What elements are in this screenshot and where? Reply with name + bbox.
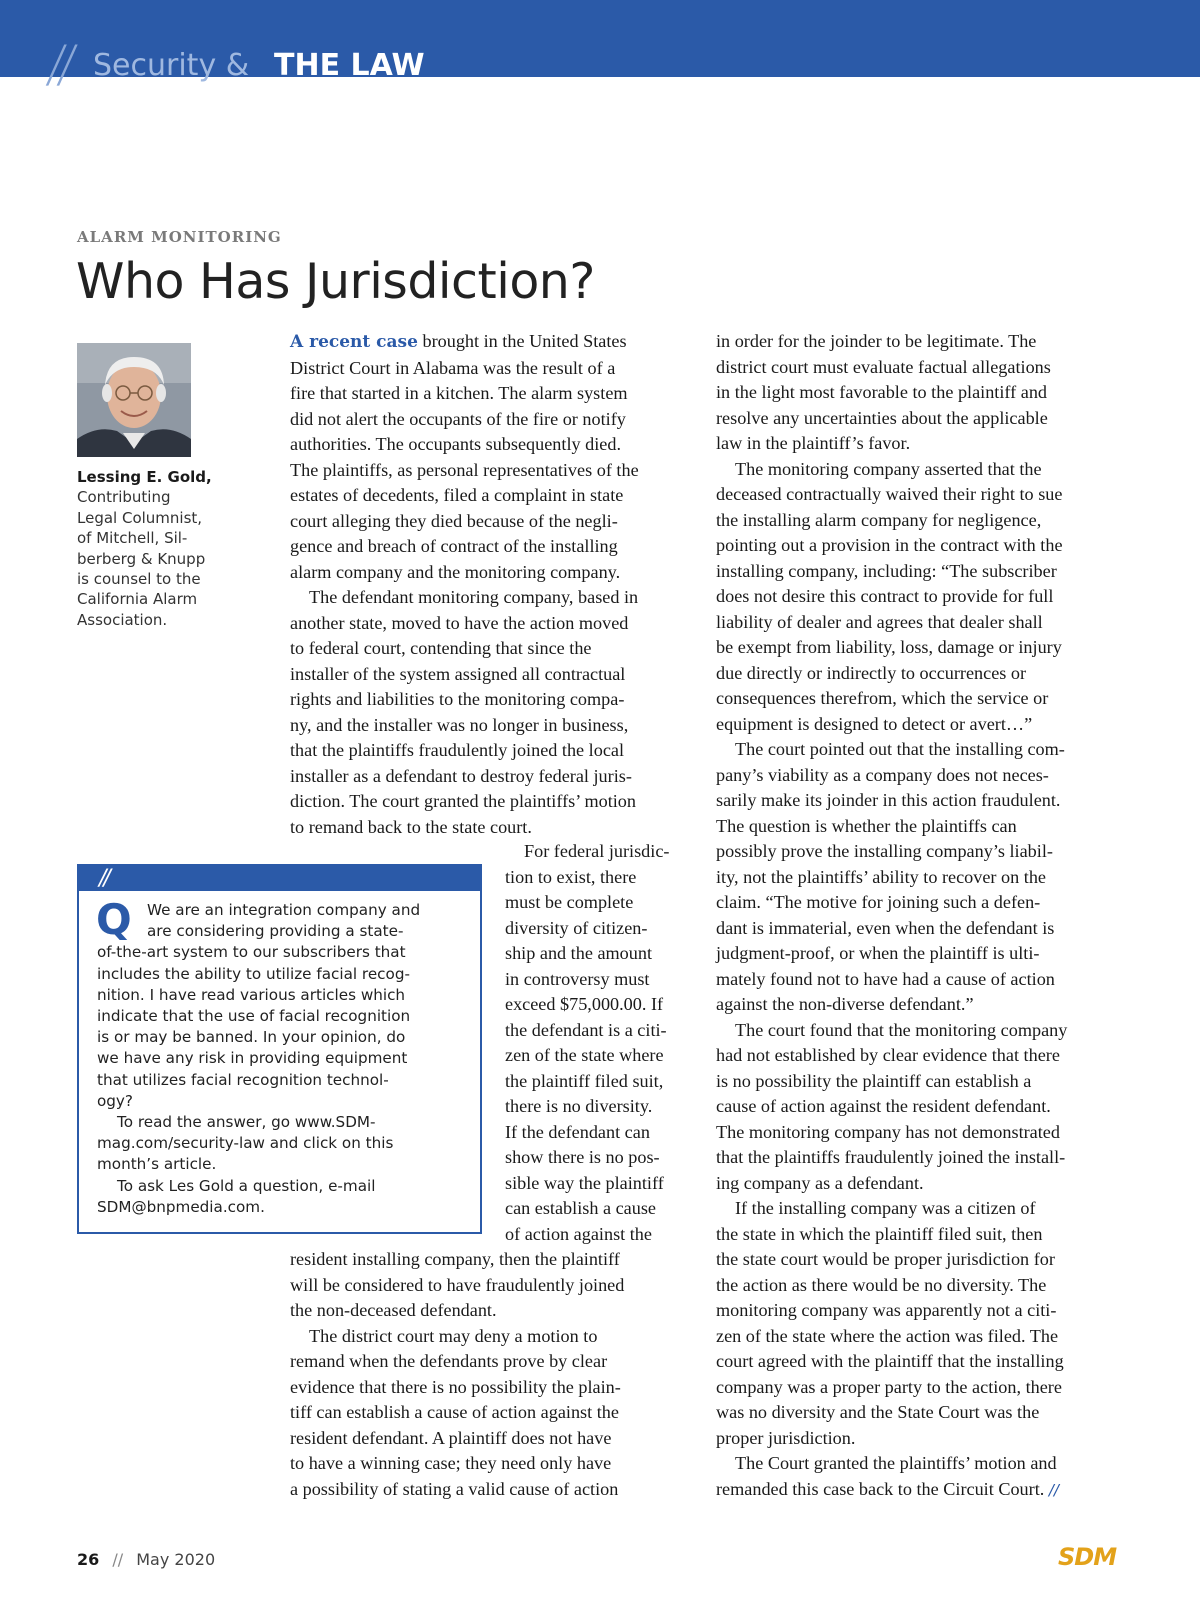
article-line-text: that the plaintiffs fraudulently joined the install- xyxy=(716,1147,1066,1167)
article-line-text: diction. The court granted the plaintiffs’ motion xyxy=(290,791,636,811)
article-line xyxy=(290,1426,624,1452)
brand-logo: SDM xyxy=(1058,1543,1117,1571)
article-line xyxy=(290,381,639,407)
qa-line: of-the-art system to our subscribers that xyxy=(97,943,406,962)
article-line xyxy=(505,865,669,891)
column-1-bottom xyxy=(290,1247,624,1502)
qa-line: are considering providing a state- xyxy=(147,922,404,941)
article-line xyxy=(716,1247,1067,1273)
qa-line: month’s article. xyxy=(97,1155,217,1174)
article-line-text: alarm company and the monitoring company. xyxy=(290,561,621,582)
article-line-text: in controversy must xyxy=(505,968,650,989)
qa-box-band xyxy=(79,866,480,891)
article-line xyxy=(716,1298,1067,1324)
issue-date: May 2020 xyxy=(136,1550,216,1569)
article-line-text: diversity of citizen- xyxy=(505,917,648,938)
article-line-text: The question is whether the plaintiffs can xyxy=(716,815,1017,836)
article-line-text: dant is immaterial, even when the defendant is xyxy=(716,917,1055,938)
author-bio-line: Legal Columnist, xyxy=(77,508,203,527)
article-line xyxy=(716,1043,1067,1069)
author-bio-line: of Mitchell, Sil- xyxy=(77,529,188,548)
article-line-text: to have a winning case; they need only have xyxy=(290,1453,612,1473)
page-folio xyxy=(77,1550,215,1569)
article-line-text: proper jurisdiction. xyxy=(716,1427,856,1448)
article-line-text: the defendant is a citi- xyxy=(505,1019,667,1040)
article-line-text: possibly prove the installing company’s liabil- xyxy=(716,841,1053,861)
article-line-text: of action against the xyxy=(505,1223,652,1244)
article-line xyxy=(716,763,1067,789)
qa-line: SDM@bnpmedia.com. xyxy=(97,1197,265,1216)
article-line-text: mately found not to have had a cause of action xyxy=(716,968,1055,989)
author-photo xyxy=(77,343,191,457)
article-line-text: authorities. The occupants subsequently died. xyxy=(290,434,622,454)
article-line-text: zen of the state where the action was filed. The xyxy=(716,1325,1059,1346)
header-kicker-bold: THE LAW xyxy=(274,48,425,83)
page-number: 26 xyxy=(77,1550,100,1569)
article-line xyxy=(505,1171,669,1197)
article-line-text: sible way the plaintiff xyxy=(505,1172,664,1193)
article-line xyxy=(716,890,1067,916)
author-byline xyxy=(77,467,257,630)
article-line-text: does not desire this contract to provide for full xyxy=(716,586,1054,606)
article-line-text: tiff can establish a cause of action against the xyxy=(290,1402,619,1422)
article-line xyxy=(716,967,1067,993)
qa-line: is or may be banned. In your opinion, do xyxy=(97,1028,406,1047)
header-kicker-light: Security & xyxy=(93,48,250,83)
article-line-text: had not established by clear evidence that there xyxy=(716,1045,1060,1065)
qa-line: nition. I have read various articles which xyxy=(97,985,406,1004)
article-line xyxy=(290,534,639,560)
reader-question-box xyxy=(77,864,482,1234)
article-line xyxy=(716,482,1067,508)
article-line xyxy=(505,1145,669,1171)
article-line xyxy=(505,916,669,942)
article-line-text: pointing out a provision in the contract with the xyxy=(716,535,1063,555)
article-line xyxy=(716,1018,1067,1044)
article-line-text: The defendant monitoring company, based in xyxy=(309,587,639,607)
author-name: Lessing E. Gold, xyxy=(77,468,212,486)
article-line-text: company was a proper party to the action, there xyxy=(716,1376,1062,1397)
article-line-text: tion to exist, there xyxy=(505,866,637,887)
article-line xyxy=(716,355,1067,381)
end-mark: // xyxy=(1048,1480,1059,1499)
article-line-text: court alleging they died because of the negli- xyxy=(290,510,618,531)
article-line-text: that the plaintiffs fraudulently joined the local xyxy=(290,740,625,760)
article-line-text: resident installing company, then the plaintiff xyxy=(290,1249,620,1269)
article-line xyxy=(716,1451,1067,1477)
article-line-text: If the installing company was a citizen of xyxy=(735,1198,1036,1218)
qa-line: To ask Les Gold a question, e-mail xyxy=(117,1176,376,1195)
article-line xyxy=(290,636,639,662)
article-line xyxy=(716,559,1067,585)
article-line-text: exceed $75,000.00. If xyxy=(505,994,664,1014)
article-line xyxy=(290,356,639,382)
column-1-top xyxy=(290,329,639,840)
column-2 xyxy=(716,329,1067,1503)
article-line xyxy=(716,1426,1067,1452)
article-line xyxy=(716,661,1067,687)
article-line xyxy=(716,788,1067,814)
article-line xyxy=(716,1324,1067,1350)
section-label: ALARM MONITORING xyxy=(77,228,282,246)
qa-line: To read the answer, go www.SDM- xyxy=(117,1113,376,1132)
article-line xyxy=(505,967,669,993)
article-line xyxy=(716,1375,1067,1401)
article-line xyxy=(716,584,1067,610)
article-line xyxy=(290,1400,624,1426)
article-line xyxy=(716,916,1067,942)
article-line xyxy=(290,1273,624,1299)
article-line-text: is no possibility the plaintiff can establish a xyxy=(716,1070,1032,1091)
article-line xyxy=(716,329,1067,355)
article-line xyxy=(716,1196,1067,1222)
article-line-text: the action as there would be no diversity. The xyxy=(716,1274,1047,1295)
article-line-text: gence and breach of contract of the installing xyxy=(290,536,618,556)
article-line-text: deceased contractually waived their right to sue xyxy=(716,484,1063,504)
article-line xyxy=(505,1018,669,1044)
author-bio-line: California Alarm xyxy=(77,590,198,609)
article-line-text: cause of action against the resident defendant. xyxy=(716,1096,1051,1116)
article-line-text: the non-deceased defendant. xyxy=(290,1300,497,1320)
article-line xyxy=(716,406,1067,432)
article-line-text: The Court granted the plaintiffs’ motion and xyxy=(735,1453,1057,1473)
article-line-text: sarily make its joinder in this action fraudulent. xyxy=(716,790,1061,810)
article-line-text: The monitoring company has not demonstrated xyxy=(716,1121,1060,1142)
article-line-text: another state, moved to have the action moved xyxy=(290,612,629,633)
qa-box-text xyxy=(97,900,477,1218)
article-line-text: must be complete xyxy=(505,892,634,912)
article-line-text: The monitoring company asserted that the xyxy=(735,458,1042,479)
article-line-text: remanded this case back to the Circuit Court. xyxy=(716,1478,1049,1499)
article-line xyxy=(716,1145,1067,1171)
article-line xyxy=(290,789,639,815)
article-line xyxy=(505,992,669,1018)
article-line-text: ship and the amount xyxy=(505,943,652,963)
article-line xyxy=(290,1247,624,1273)
article-headline: Who Has Jurisdiction? xyxy=(76,253,595,310)
article-line xyxy=(505,1069,669,1095)
header-band xyxy=(0,0,1200,93)
article-line xyxy=(716,533,1067,559)
article-line-text: zen of the state where xyxy=(505,1045,664,1065)
question-initial: Q xyxy=(96,895,132,944)
article-line xyxy=(290,1451,624,1477)
article-line-text: in the light most favorable to the plaintiff and xyxy=(716,382,1048,402)
author-bio-line: berberg & Knupp xyxy=(77,549,206,568)
article-line xyxy=(290,815,639,841)
folio-separator: // xyxy=(112,1550,124,1569)
qa-line: that utilizes facial recognition technol- xyxy=(97,1070,389,1089)
article-line xyxy=(290,509,639,535)
header-slashes: // xyxy=(43,35,74,93)
qa-line: mag.com/security-law and click on this xyxy=(97,1134,394,1153)
article-line-text: was no diversity and the State Court was the xyxy=(716,1402,1040,1422)
author-bio xyxy=(77,487,257,630)
article-line xyxy=(505,1222,669,1248)
article-line-text: to remand back to the state court. xyxy=(290,816,532,837)
article-line-text: The district court may deny a motion to xyxy=(309,1325,598,1346)
article-line xyxy=(290,560,639,586)
article-line xyxy=(716,1094,1067,1120)
article-line-text: If the defendant can xyxy=(505,1121,650,1142)
article-line-text: equipment is designed to detect or avert…” xyxy=(716,713,1033,734)
article-line xyxy=(290,1324,624,1350)
article-line xyxy=(290,1477,624,1503)
article-line-text: be exempt from liability, loss, damage or injury xyxy=(716,637,1062,657)
article-line-text: the plaintiff filed suit, xyxy=(505,1070,664,1091)
article-line-text: the installing alarm company for negligence, xyxy=(716,509,1042,530)
article-line-text: installer as a defendant to destroy federal juris- xyxy=(290,765,632,786)
article-line-text: will be considered to have fraudulently joined xyxy=(290,1274,625,1295)
article-line-text: ny, and the installer was no longer in business, xyxy=(290,714,629,735)
article-line xyxy=(505,1196,669,1222)
article-line xyxy=(716,610,1067,636)
article-line-text: liability of dealer and agrees that dealer shall xyxy=(716,611,1043,632)
article-line-text: installing company, including: “The subscriber xyxy=(716,560,1057,581)
article-line xyxy=(290,662,639,688)
author-bio-line: is counsel to the xyxy=(77,570,201,589)
article-line-text: law in the plaintiff’s favor. xyxy=(716,433,911,453)
qa-line: We are an integration company and xyxy=(147,901,421,919)
article-line-text: a possibility of stating a valid cause of action xyxy=(290,1478,619,1499)
article-line xyxy=(716,1273,1067,1299)
lead-in: A recent case xyxy=(290,332,418,352)
article-line xyxy=(505,839,669,865)
article-line xyxy=(290,611,639,637)
article-line xyxy=(716,712,1067,738)
article-line xyxy=(505,1120,669,1146)
article-line xyxy=(716,686,1067,712)
article-line-text: rights and liabilities to the monitoring compa- xyxy=(290,689,625,709)
article-line xyxy=(716,865,1067,891)
qa-line: we have any risk in providing equipment xyxy=(97,1049,408,1068)
column-1-narrow xyxy=(505,839,669,1247)
article-line xyxy=(290,585,639,611)
article-line-text: against the non-diverse defendant.” xyxy=(716,994,974,1014)
article-line-text: fire that started in a kitchen. The alarm system xyxy=(290,383,628,403)
qa-line: ogy? xyxy=(97,1091,133,1110)
article-line-text: claim. “The motive for joining such a defen- xyxy=(716,892,1041,912)
article-line xyxy=(716,508,1067,534)
author-bio-line: Contributing xyxy=(77,488,171,507)
article-line-text: district court must evaluate factual allegations xyxy=(716,356,1051,377)
article-line xyxy=(290,458,639,484)
article-line-text: resolve any uncertainties about the applicable xyxy=(716,407,1048,428)
article-line xyxy=(505,890,669,916)
article-line xyxy=(290,483,639,509)
article-line xyxy=(716,1477,1067,1504)
article-line xyxy=(716,737,1067,763)
article-line xyxy=(716,1171,1067,1197)
article-line-text: ity, not the plaintiffs’ ability to recover on the xyxy=(716,866,1046,887)
article-line xyxy=(290,687,639,713)
article-line-text: the state court would be proper jurisdiction for xyxy=(716,1249,1055,1269)
article-line-text: show there is no pos- xyxy=(505,1147,660,1167)
article-line xyxy=(505,1043,669,1069)
article-line xyxy=(290,1349,624,1375)
article-line xyxy=(716,1069,1067,1095)
article-line xyxy=(290,713,639,739)
article-line-text: evidence that there is no possibility the plain- xyxy=(290,1376,621,1397)
author-bio-line: Association. xyxy=(77,610,168,629)
article-line-text: pany’s viability as a company does not neces- xyxy=(716,764,1049,785)
article-line xyxy=(716,380,1067,406)
article-line-text: can establish a cause xyxy=(505,1198,656,1218)
article-line xyxy=(505,941,669,967)
article-line-text: due directly or indirectly to occurrences or xyxy=(716,662,1027,683)
article-line-text: The plaintiffs, as personal representatives of the xyxy=(290,459,639,480)
article-line xyxy=(290,738,639,764)
article-line xyxy=(716,431,1067,457)
article-line-text: judgment-proof, or when the plaintiff is ulti- xyxy=(716,943,1040,963)
article-line xyxy=(290,764,639,790)
article-line-text: estates of decedents, filed a complaint in state xyxy=(290,485,624,505)
article-line xyxy=(716,814,1067,840)
article-line-text: brought in the United States xyxy=(417,331,627,351)
article-line xyxy=(716,839,1067,865)
article-line-text: in order for the joinder to be legitimate. The xyxy=(716,331,1037,351)
article-line-text: The court found that the monitoring company xyxy=(735,1019,1068,1040)
article-line-text: monitoring company was apparently not a citi- xyxy=(716,1300,1057,1320)
article-line xyxy=(290,407,639,433)
article-line-text: The court pointed out that the installing com- xyxy=(735,739,1065,759)
qa-line: indicate that the use of facial recognition xyxy=(97,1007,411,1026)
article-line xyxy=(716,457,1067,483)
article-line-text: For federal jurisdic- xyxy=(524,841,670,861)
article-line-text: resident defendant. A plaintiff does not have xyxy=(290,1427,612,1448)
article-line xyxy=(290,1375,624,1401)
article-line xyxy=(290,1298,624,1324)
article-line xyxy=(290,329,639,356)
article-line xyxy=(716,992,1067,1018)
article-line-text: installer of the system assigned all contractual xyxy=(290,663,626,684)
article-line-text: did not alert the occupants of the fire or notify xyxy=(290,408,626,429)
qa-box-mark: // xyxy=(99,866,108,891)
article-line xyxy=(716,941,1067,967)
article-line xyxy=(716,1349,1067,1375)
article-line xyxy=(716,635,1067,661)
article-line xyxy=(716,1120,1067,1146)
article-line xyxy=(505,1094,669,1120)
article-line-text: to federal court, contending that since the xyxy=(290,638,592,658)
article-line-text: the state in which the plaintiff filed suit, then xyxy=(716,1223,1043,1244)
article-line xyxy=(716,1222,1067,1248)
article-line-text: consequences therefrom, which the service or xyxy=(716,688,1049,708)
article-line-text: remand when the defendants prove by clear xyxy=(290,1351,608,1371)
article-line-text: District Court in Alabama was the result of a xyxy=(290,357,616,378)
article-line-text: ing company as a defendant. xyxy=(716,1172,924,1193)
article-line-text: there is no diversity. xyxy=(505,1096,653,1116)
qa-line: includes the ability to utilize facial recog- xyxy=(97,964,410,983)
article-line xyxy=(290,432,639,458)
article-line-text: court agreed with the plaintiff that the installing xyxy=(716,1351,1064,1371)
article-line xyxy=(716,1400,1067,1426)
